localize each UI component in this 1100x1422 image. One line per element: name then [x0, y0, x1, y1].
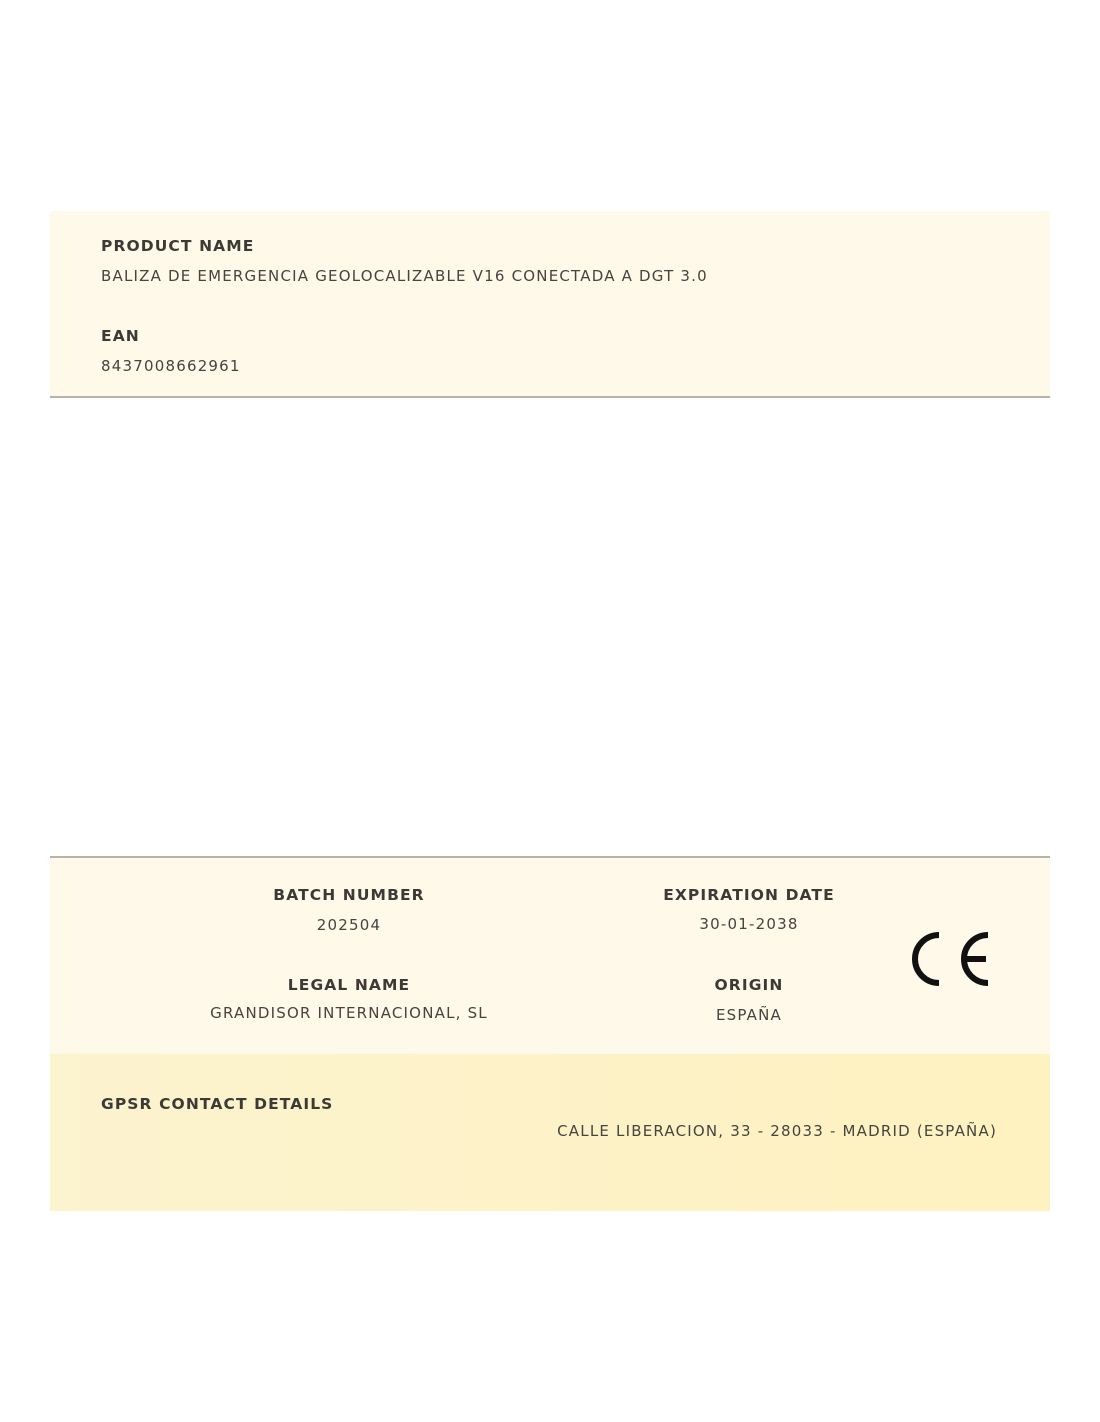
expiration-date-label: EXPIRATION DATE [663, 886, 835, 904]
ce-mark-icon [910, 930, 990, 988]
gpsr-address: CALLE LIBERACION, 33 - 28033 - MADRID (ESPAÑA) [557, 1122, 997, 1140]
expiration-date-value: 30-01-2038 [699, 915, 799, 933]
gpsr-contact-panel [50, 1054, 1050, 1211]
ean-label: EAN [101, 327, 140, 345]
batch-number-value: 202504 [316, 916, 382, 934]
legal-name-label: LEGAL NAME [287, 976, 411, 994]
product-name-label: PRODUCT NAME [101, 237, 255, 255]
product-info-panel [50, 211, 1050, 398]
origin-value: ESPAÑA [715, 1006, 783, 1024]
batch-number-label: BATCH NUMBER [273, 886, 425, 904]
legal-name-value: GRANDISOR INTERNACIONAL, SL [210, 1004, 488, 1022]
product-name-value: BALIZA DE EMERGENCIA GEOLOCALIZABLE V16 CONECTADA A DGT 3.0 [101, 267, 708, 285]
product-details-panel [50, 856, 1050, 1056]
ean-value: 8437008662961 [101, 357, 241, 375]
origin-label: ORIGIN [714, 976, 784, 994]
gpsr-contact-label: GPSR CONTACT DETAILS [101, 1095, 334, 1113]
